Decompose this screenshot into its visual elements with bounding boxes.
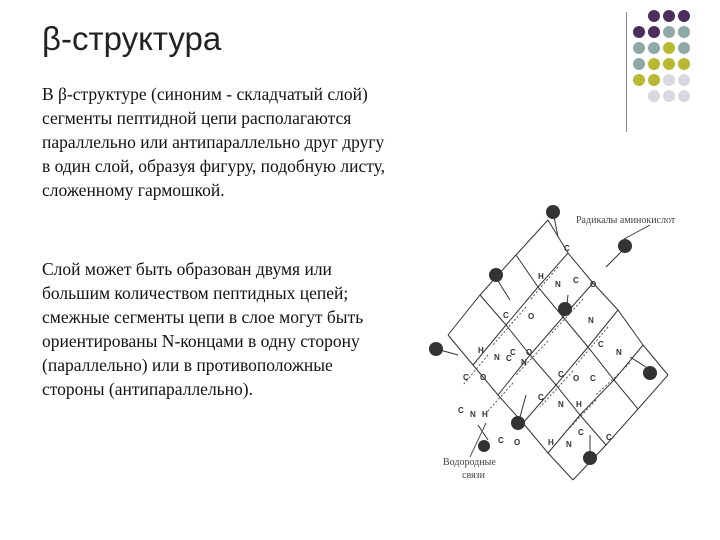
slide-title: β-структура (42, 20, 222, 57)
svg-text:C: C (510, 348, 516, 357)
decor-dot (663, 10, 675, 22)
svg-text:C: C (598, 340, 604, 349)
svg-text:N: N (521, 358, 527, 367)
decor-dot (663, 74, 675, 86)
svg-text:C: C (503, 311, 509, 320)
svg-text:H: H (482, 410, 488, 419)
svg-text:C: C (506, 354, 512, 363)
decor-dot (648, 10, 660, 22)
beta-sheet-diagram (418, 195, 703, 495)
svg-text:N: N (494, 353, 500, 362)
svg-text:N: N (470, 410, 476, 419)
decor-dot (633, 26, 645, 38)
decor-dot (678, 90, 690, 102)
svg-text:N: N (558, 400, 564, 409)
svg-text:C: C (558, 370, 564, 379)
decor-dot (663, 42, 675, 54)
svg-text:C: C (463, 373, 469, 382)
label-hydrogen-bonds-line1: Водородные (443, 457, 496, 468)
slide-divider (626, 12, 627, 132)
svg-text:O: O (573, 374, 580, 383)
decor-dot (648, 26, 660, 38)
svg-text:C: C (578, 428, 584, 437)
decor-dot (678, 74, 690, 86)
svg-text:O: O (514, 438, 521, 447)
paragraph-orientation: Слой может быть образован двумя или большим количеством пептидных цепей; смежные сегменты цепи в слое могут быть ориентированы N-концами в одну сторону (параллельно) или в противоположные стороны (антипараллельно). (42, 259, 364, 399)
svg-text:N: N (566, 440, 572, 449)
decor-dot (663, 90, 675, 102)
decor-dot (633, 74, 645, 86)
atom-labels (458, 244, 622, 449)
svg-text:C: C (458, 406, 464, 415)
svg-text:C: C (498, 436, 504, 445)
svg-text:N: N (588, 316, 594, 325)
paragraph-definition: В β-структуре (синоним - складчатый слой) сегменты пептидной цепи располагаются параллельно или антипараллельно друг другу в один слой, образуя фигуру, подобную листу, сложенному гармошкой. (42, 84, 386, 200)
svg-text:O: O (526, 348, 533, 357)
decor-dot (633, 42, 645, 54)
label-hydrogen-bonds-line2: связи (462, 470, 485, 481)
svg-text:N: N (555, 280, 561, 289)
svg-text:C: C (606, 433, 612, 442)
decor-dot (648, 74, 660, 86)
svg-text:O: O (480, 373, 487, 382)
decor-dot (678, 42, 690, 54)
svg-text:O: O (528, 312, 535, 321)
decor-dot (678, 10, 690, 22)
decor-dot (648, 58, 660, 70)
svg-text:O: O (590, 280, 597, 289)
decor-dot (633, 58, 645, 70)
decor-dot (678, 58, 690, 70)
svg-text:C: C (590, 374, 596, 383)
hydrogen-bonds (463, 267, 630, 435)
label-amino-acid-radicals: Радикалы аминокислот (576, 215, 676, 226)
svg-text:H: H (478, 346, 484, 355)
decor-dot (678, 26, 690, 38)
decor-dot (648, 42, 660, 54)
svg-text:H: H (576, 400, 582, 409)
svg-text:C: C (564, 244, 570, 253)
svg-text:H: H (548, 438, 554, 447)
svg-text:H: H (538, 272, 544, 281)
svg-text:C: C (573, 276, 579, 285)
svg-text:C: C (538, 393, 544, 402)
svg-text:N: N (616, 348, 622, 357)
decor-dot (663, 26, 675, 38)
decor-dot (648, 90, 660, 102)
decor-dot (663, 58, 675, 70)
